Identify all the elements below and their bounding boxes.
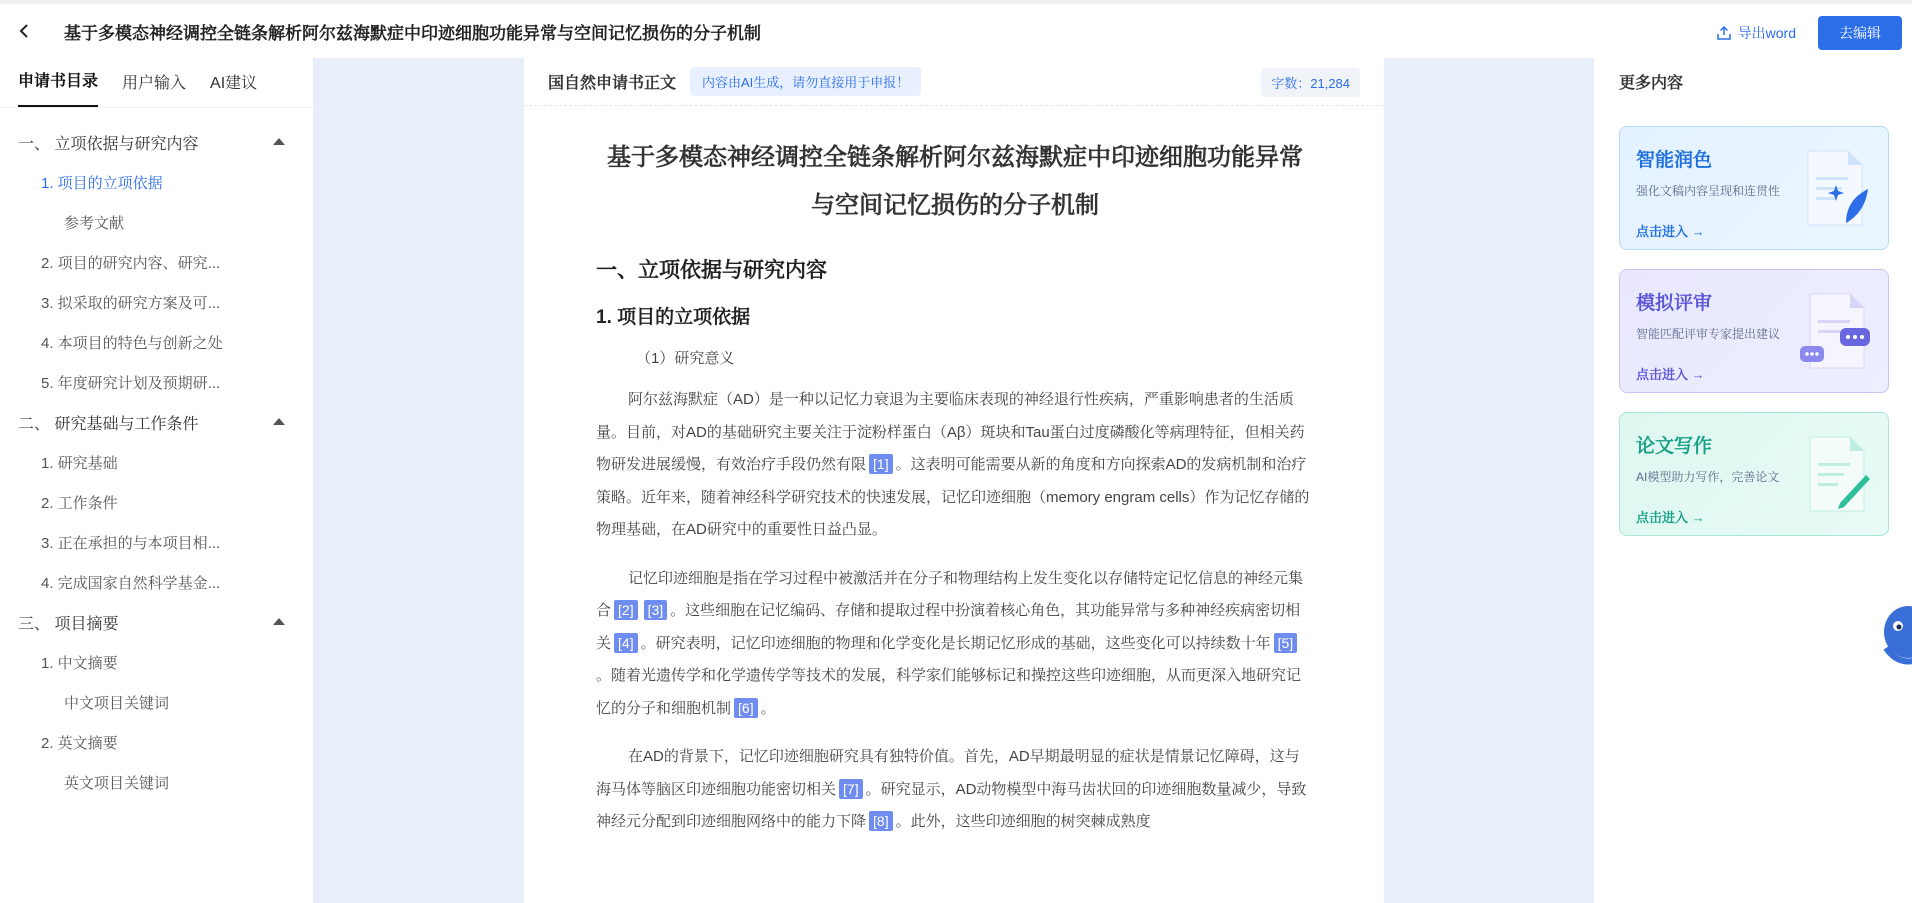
card-description: 强化文稿内容呈现和连贯性 <box>1636 184 1781 198</box>
toc-item[interactable]: 参考文献 <box>64 214 125 232</box>
sidebar <box>0 58 314 903</box>
paragraph-text: 。此外，这些印迹细胞的树突棘成熟度 <box>895 813 1151 830</box>
toc-item[interactable]: 3. 拟采取的研究方案及可... <box>41 294 221 312</box>
citation-ref[interactable]: [6] <box>734 698 758 718</box>
card-enter-link[interactable]: 点击进入 → <box>1636 510 1705 525</box>
paragraph <box>596 384 1314 547</box>
review-chat-icon <box>1800 288 1870 374</box>
smart-polish-card[interactable] <box>1619 126 1889 250</box>
paragraph-text: 在AD的背景下，记忆印迹细胞研究具有独特价值。首先，AD早期最明显的症状是情景记忆障碍，这与海马体等脑区印迹细胞功能密切相关 <box>596 748 1300 798</box>
toc-item[interactable]: 1. 项目的立项依据 <box>41 174 163 192</box>
document-title: 基于多模态神经调控全链条解析阿尔兹海默症中印迹细胞功能异常与空间记忆损伤的分子机制 <box>64 23 761 43</box>
citation-ref[interactable]: [4] <box>614 633 638 653</box>
sidebar-tabs <box>0 58 313 108</box>
paragraph-text: 。这些细胞在记忆编码、存储和提取过程中扮演着核心角色，其功能异常与多种神经疾病密切相关 <box>596 602 1301 652</box>
card-title: 模拟评审 <box>1636 293 1713 314</box>
citation-ref[interactable]: [3] <box>644 600 668 620</box>
edit-button[interactable]: 去编辑 <box>1818 16 1902 50</box>
toc-item[interactable]: 2. 英文摘要 <box>41 734 118 752</box>
ai-warning-badge: 内容由AI生成，请勿直接用于申报！ <box>690 67 921 96</box>
word-count-badge: 字数：21,284 <box>1261 68 1360 97</box>
paper-header-title: 国自然申请书正文 <box>548 75 677 92</box>
paragraph-text: 记忆印迹细胞是指在学习过程中被激活并在分子和物理结构上发生变化以存储特定记忆信息的神经元集合 <box>596 569 1304 619</box>
mock-review-card[interactable] <box>1619 269 1889 393</box>
table-of-contents <box>0 108 313 802</box>
toc-item[interactable]: 1. 中文摘要 <box>41 654 118 672</box>
paper-body <box>524 106 1384 839</box>
toc-section-label: 二、 研究基础与工作条件 <box>18 415 199 433</box>
section-heading: 一、立项依据与研究内容 <box>596 259 827 282</box>
paragraph <box>596 741 1314 839</box>
chevron-left-icon <box>16 23 32 39</box>
toc-item[interactable]: 4. 本项目的特色与创新之处 <box>41 334 223 352</box>
toc-item[interactable]: 5. 年度研究计划及预期研... <box>41 374 221 392</box>
citation-ref[interactable]: [7] <box>839 779 863 799</box>
writing-pen-icon <box>1800 431 1870 517</box>
paragraph-text: 。这表明可能需要从新的角度和方向探索AD的发病机制和治疗策略。近年来，随着神经科学研究技术的快速发展，记忆印迹细胞（memory engram cells）作为记忆存储的物理基础，在AD研究中的重要性日益凸显。 <box>596 456 1310 538</box>
polish-document-icon <box>1800 145 1870 231</box>
caret-up-icon[interactable] <box>273 418 285 425</box>
paragraph-text: 。研究显示，AD动物模型中海马齿状回的印迹细胞数量减少，导致神经元分配到印迹细胞网络中的能力下降 <box>596 780 1307 830</box>
toc-item[interactable]: 3. 正在承担的与本项目相... <box>41 534 221 552</box>
document-main-title <box>596 134 1314 230</box>
more-content-panel <box>1594 58 1912 903</box>
citation-ref[interactable]: [2] <box>614 600 638 620</box>
paper-header <box>524 58 1384 106</box>
toc-item[interactable]: 中文项目关键词 <box>64 694 170 712</box>
paragraph-text: 。 <box>760 699 776 717</box>
toc-section-label: 一、 立项依据与研究内容 <box>18 135 199 153</box>
paragraph-text: 阿尔兹海默症（AD）是一种以记忆力衰退为主要临床表现的神经退行性疾病，严重影响患者的生活质量。目前，对AD的基础研究主要关注于淀粉样蛋白（Aβ）斑块和Tau蛋白过度磷酸化等病理特征，但相关药物研发进展缓慢，有效治疗手段仍然有限 <box>596 391 1305 473</box>
citation-ref[interactable]: [8] <box>869 811 893 831</box>
back-button[interactable] <box>2 11 46 51</box>
toc-item[interactable]: 4. 完成国家自然科学基金... <box>41 574 221 592</box>
paragraph <box>596 563 1314 726</box>
citation-ref[interactable]: [1] <box>869 454 893 474</box>
toc-item[interactable]: 2. 项目的研究内容、研究... <box>41 254 221 272</box>
citation-ref[interactable]: [5] <box>1274 633 1298 653</box>
card-title: 论文写作 <box>1636 436 1713 457</box>
card-description: 智能匹配评审专家提出建议 <box>1636 327 1781 341</box>
caret-up-icon[interactable] <box>273 138 285 145</box>
assistant-mascot-icon[interactable] <box>1878 600 1912 670</box>
export-icon <box>1716 25 1732 41</box>
tab-user-input[interactable]: 用户输入 <box>122 75 187 92</box>
toc-section[interactable] <box>0 122 313 162</box>
toc-item[interactable]: 英文项目关键词 <box>64 774 170 792</box>
toc-item[interactable]: 1. 研究基础 <box>41 454 118 472</box>
toc-section-label: 三、 项目摘要 <box>18 615 119 633</box>
toc-section[interactable] <box>0 602 313 642</box>
paragraph-text: 。随着光遗传学和化学遗传学等技术的发展，科学家们能够标记和操控这些印迹细胞，从而更深入地研究记忆的分子和细胞机制 <box>596 667 1302 717</box>
card-enter-link[interactable]: 点击进入 → <box>1636 224 1705 239</box>
document-paper <box>524 58 1384 903</box>
top-bar <box>0 0 1912 58</box>
card-description: AI模型助力写作，完善论文 <box>1636 470 1780 484</box>
card-enter-link[interactable]: 点击进入 → <box>1636 367 1705 382</box>
export-word-button[interactable] <box>1716 23 1796 43</box>
main-title-line: 基于多模态神经调控全链条解析阿尔兹海默症中印迹细胞功能异常 <box>607 144 1303 171</box>
paragraph-lead: （1）研究意义 <box>636 350 735 367</box>
export-word-label: 导出word <box>1737 25 1796 41</box>
caret-up-icon[interactable] <box>273 618 285 625</box>
toc-section[interactable] <box>0 402 313 442</box>
main-title-line: 与空间记忆损伤的分子机制 <box>811 192 1099 219</box>
paragraph-text: 。研究表明，记忆印迹细胞的物理和化学变化是长期记忆形成的基础，这些变化可以持续数十年 <box>640 634 1271 652</box>
tab-ai-suggestions[interactable]: AI建议 <box>210 75 258 92</box>
tab-outline[interactable]: 申请书目录 <box>18 68 98 107</box>
toc-item[interactable]: 2. 工作条件 <box>41 494 118 512</box>
paper-writing-card[interactable] <box>1619 412 1889 536</box>
subsection-heading: 1. 项目的立项依据 <box>596 307 751 328</box>
more-content-title: 更多内容 <box>1619 75 1684 92</box>
card-title: 智能润色 <box>1636 150 1713 171</box>
